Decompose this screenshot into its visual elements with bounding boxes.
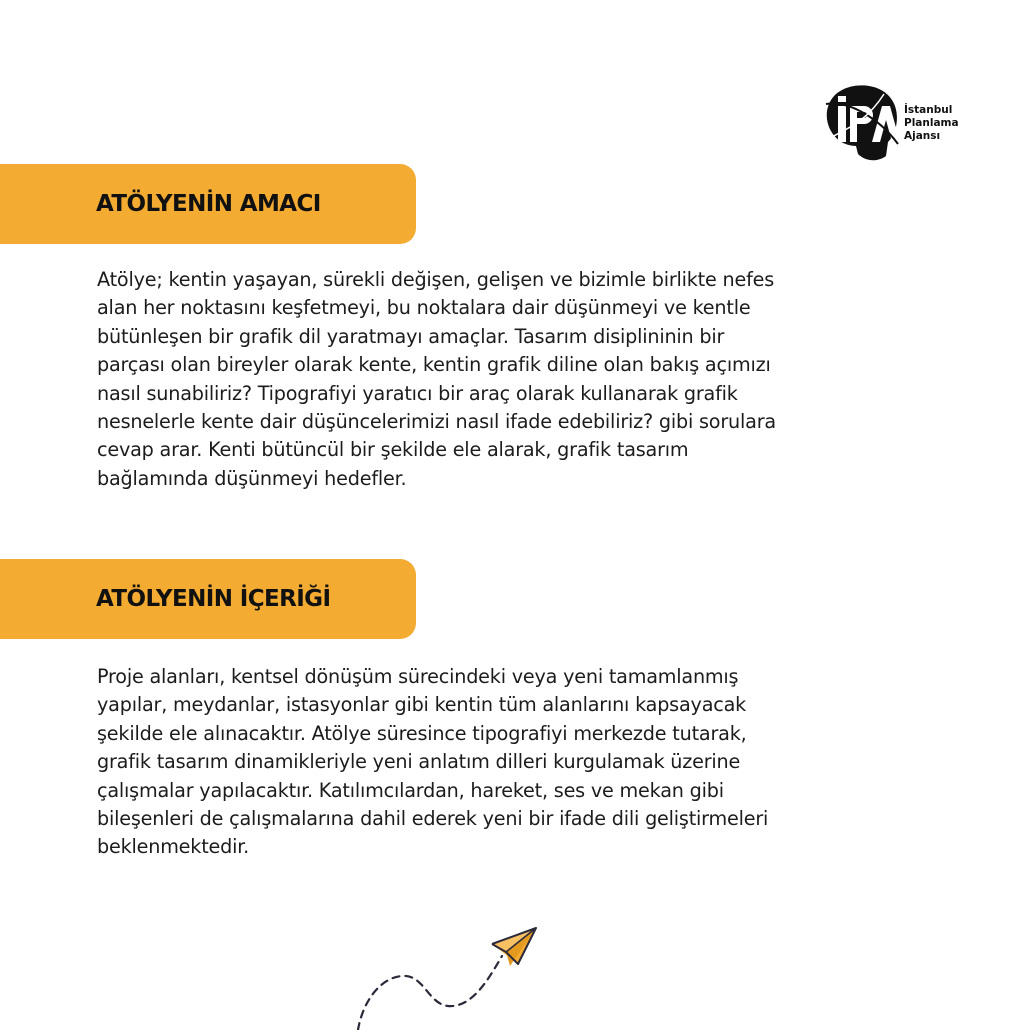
logo-line: Ajansı	[904, 130, 941, 142]
text-line: bağlamında düşünmeyi hedefler.	[97, 466, 407, 490]
section-banner-purpose	[0, 164, 416, 244]
text-line: cevap arar. Kenti bütüncül bir şekilde ele alarak, grafik tasarım	[97, 438, 689, 462]
section-title-purpose: ATÖLYENİN AMACI	[96, 191, 321, 217]
section-title-content: ATÖLYENİN İÇERİĞİ	[96, 586, 331, 612]
text-line: Proje alanları, kentsel dönüşüm sürecindeki veya yeni tamamlanmış	[97, 665, 739, 688]
text-line: grafik tasarım dinamikleriyle yeni anlatım dilleri kurgulamak üzerine	[97, 750, 741, 774]
text-line: çalışmalar yapılacaktır. Katılımcılardan, hareket, ses ve mekan gibi	[97, 778, 724, 802]
text-line: bütünleşen bir grafik dil yaratmayı amaçlar. Tasarım disiplininin bir	[97, 324, 725, 348]
ipa-logo-icon	[822, 82, 902, 166]
logo-line: Planlama	[904, 117, 959, 129]
section-text-purpose	[97, 266, 937, 493]
text-line: nasıl sunabiliriz? Tipografiyi yaratıcı bir araç olarak kullanarak grafik	[97, 381, 738, 405]
text-line: nesnelerle kente dair düşüncelerimizi nasıl ifade edebiliriz? gibi sorulara	[97, 410, 776, 434]
paper-plane-icon	[492, 928, 536, 966]
section-text-content	[97, 663, 937, 862]
flight-path	[358, 956, 502, 1030]
text-line: beklenmektedir.	[97, 835, 250, 859]
section-banner-content	[0, 559, 416, 639]
text-line: alan her noktasını keşfetmeyi, bu noktalara dair düşünmeyi ve kentle	[97, 296, 751, 320]
text-line: Atölye; kentin yaşayan, sürekli değişen, gelişen ve bizimle birlikte nefes	[97, 268, 775, 291]
text-line: bileşenleri de çalışmalarına dahil ederek yeni bir ifade dili geliştirmeleri	[97, 807, 769, 831]
logo-line: İstanbul	[904, 104, 953, 116]
paper-plane-decoration	[340, 920, 550, 1030]
text-line: şekilde ele alınacaktır. Atölye süresince tipografiyi merkezde tutarak,	[97, 721, 747, 745]
text-line: parçası olan bireyler olarak kente, kentin grafik diline olan bakış açımızı	[97, 353, 771, 377]
text-line: yapılar, meydanlar, istasyonlar gibi kentin tüm alanlarını kapsayacak	[97, 693, 747, 717]
ipa-logo	[822, 82, 980, 166]
ipa-logo-text	[904, 104, 959, 143]
